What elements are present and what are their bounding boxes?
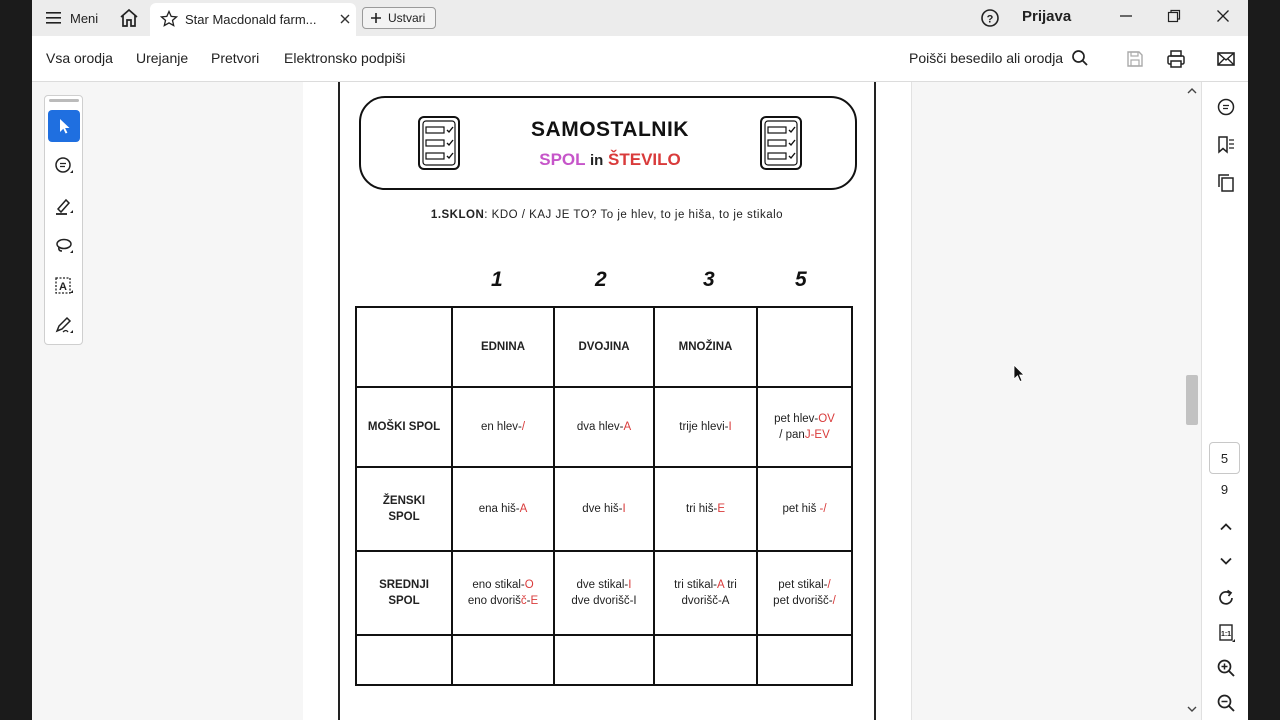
window-close-icon[interactable] (1215, 8, 1231, 24)
row-label: SPOL (388, 511, 420, 523)
table-cell (654, 467, 757, 551)
scroll-down-icon[interactable] (1186, 704, 1198, 714)
worksheet-title: SAMOSTALNIK (531, 118, 689, 141)
highlighter-icon (53, 195, 75, 217)
cell-text: tri stikal- (674, 579, 717, 591)
subtitle-in: in (589, 152, 604, 169)
table-row (356, 387, 852, 467)
row-label: SPOL (388, 595, 420, 607)
bookmark-icon[interactable] (1215, 134, 1237, 156)
table-cell (554, 635, 654, 685)
cell-text: J-EV (804, 429, 830, 441)
cell-text: I (622, 503, 626, 515)
highlight-tool[interactable] (48, 190, 80, 222)
help-icon[interactable] (980, 8, 1000, 28)
star-icon[interactable] (160, 10, 178, 28)
row-label: SREDNJI (379, 579, 429, 591)
cell-text: dvorišč-A (681, 595, 730, 607)
select-tool[interactable] (48, 110, 80, 142)
pdf-page (338, 82, 876, 720)
rotate-icon[interactable] (1215, 587, 1237, 609)
text-box-icon (53, 275, 75, 297)
cell-text: pet dvorišč- (773, 595, 833, 607)
cell-text: O (524, 579, 534, 591)
cell-text: pet stikal- (778, 579, 828, 591)
row-header (356, 467, 452, 551)
table-cell (757, 635, 852, 685)
table-cell (554, 551, 654, 635)
plus-icon (370, 12, 382, 24)
scroll-thumb[interactable] (1186, 375, 1198, 425)
table-corner-cell (356, 307, 452, 387)
quick-tools-panel (44, 95, 83, 345)
menu-button[interactable] (46, 8, 98, 28)
total-pages: 9 (1220, 482, 1229, 497)
panel-grip[interactable] (49, 99, 79, 102)
create-button[interactable] (362, 7, 436, 29)
number-heading: 3 (703, 268, 715, 291)
subtitle-stevilo: ŠTEVILO (608, 150, 681, 169)
table-cell (554, 387, 654, 467)
column-header (757, 307, 852, 387)
cell-text: I (628, 579, 632, 591)
comment-tool[interactable] (48, 150, 80, 182)
cell-text: eno dvoriš (467, 595, 521, 607)
minimize-icon[interactable] (1118, 8, 1134, 24)
table-header-row (356, 307, 852, 387)
cell-text: dve hiš- (582, 503, 623, 515)
sign-tool[interactable] (48, 310, 80, 342)
table-cell (654, 551, 757, 635)
text-select-tool[interactable] (48, 270, 80, 302)
cell-text: / (832, 595, 836, 607)
chevron-down-icon[interactable] (1215, 550, 1237, 572)
table-cell (452, 387, 554, 467)
number-heading: 5 (795, 268, 807, 291)
cell-text: E (717, 503, 725, 515)
cell-text: - (526, 595, 531, 607)
right-sidebar (1201, 82, 1248, 720)
pen-sign-icon (53, 315, 75, 337)
table-cell (356, 635, 452, 685)
lasso-icon (53, 235, 75, 257)
subtitle-spol: SPOL (539, 150, 586, 169)
current-page-field[interactable]: 5 (1209, 442, 1240, 474)
cell-text: A (623, 421, 632, 433)
cell-text: dva hlev- (576, 421, 624, 433)
cell-text: pet hlev- (774, 413, 819, 425)
scroll-up-icon[interactable] (1186, 86, 1198, 96)
zoom-out-icon[interactable] (1215, 692, 1237, 714)
left-desktop-edge (0, 0, 32, 720)
sklon-question: : KDO / KAJ JE TO? To je hlev, to je hiša, to je stikalo (484, 209, 784, 221)
tab-title: Star Macdonald farm... (185, 12, 317, 27)
table-cell (452, 467, 554, 551)
table-cell (554, 467, 654, 551)
menu-convert[interactable]: Pretvori (211, 50, 260, 66)
declension-table (355, 306, 853, 686)
pages-copy-icon[interactable] (1215, 172, 1237, 194)
right-desktop-edge (1248, 0, 1280, 720)
cell-text: OV (818, 413, 835, 425)
search-tools[interactable] (909, 49, 1089, 67)
table-cell (757, 551, 852, 635)
restore-icon[interactable] (1166, 8, 1182, 24)
worksheet-header (359, 96, 857, 190)
table-row-empty (356, 635, 852, 685)
menu-label: Meni (70, 10, 99, 26)
cell-text: dve stikal- (576, 579, 629, 591)
table-cell (654, 387, 757, 467)
menu-esign[interactable]: Elektronsko podpiši (284, 50, 406, 66)
canvas-background (911, 82, 1201, 720)
zoom-in-icon[interactable] (1215, 657, 1237, 679)
menu-all-tools[interactable]: Vsa orodja (46, 50, 113, 66)
table-cell (757, 467, 852, 551)
cell-text: / pan (779, 429, 805, 441)
number-heading: 2 (595, 268, 607, 291)
table-cell (757, 387, 852, 467)
close-icon[interactable] (336, 10, 354, 28)
cell-text: -/ (819, 503, 827, 515)
comment-icon (53, 155, 75, 177)
svg-text:?: ? (986, 13, 994, 26)
column-header: EDNINA (452, 307, 554, 387)
actual-size-icon[interactable] (1215, 622, 1237, 644)
table-row (356, 467, 852, 551)
mail-icon[interactable] (1215, 48, 1237, 70)
signin-button[interactable]: Prijava (1022, 8, 1072, 25)
cell-text: č (520, 595, 527, 607)
create-label: Ustvari (388, 11, 426, 25)
main-toolbar (32, 36, 1248, 82)
cell-text: / (827, 579, 831, 591)
cell-text: en hlev- (480, 421, 522, 433)
save-icon[interactable] (1124, 48, 1146, 70)
sklon-label: 1.SKLON (430, 209, 485, 221)
cursor-arrow-icon (55, 117, 73, 135)
row-label: ŽENSKI (382, 495, 426, 507)
vertical-scrollbar[interactable] (1184, 82, 1200, 720)
cell-text: tri hiš- (686, 503, 718, 515)
column-header: DVOJINA (554, 307, 654, 387)
table-row (356, 551, 852, 635)
column-header: MNOŽINA (654, 307, 757, 387)
document-view (303, 82, 911, 720)
print-icon[interactable] (1165, 48, 1187, 70)
svg-text:A: A (59, 281, 67, 293)
search-label: Poišči besedilo ali orodja (909, 50, 1064, 66)
svg-text:1:1: 1:1 (1220, 631, 1232, 638)
row-header (356, 387, 452, 467)
cell-text: pet hiš (782, 503, 820, 515)
row-label: MOŠKI SPOL (367, 421, 441, 433)
home-icon[interactable] (118, 7, 140, 29)
cell-text: dve dvorišč-I (571, 595, 637, 607)
cell-text: ena hiš- (478, 503, 520, 515)
cell-text: / (521, 421, 526, 433)
row-header (356, 551, 452, 635)
number-heading: 1 (491, 268, 503, 291)
hamburger-icon (46, 11, 62, 25)
table-cell (452, 635, 554, 685)
comment-list-icon[interactable] (1215, 96, 1237, 118)
pdf-viewer-window (32, 0, 1248, 720)
table-cell (452, 551, 554, 635)
cell-text: A (716, 579, 725, 591)
cell-text: E (530, 595, 539, 607)
table-cell (654, 635, 757, 685)
cell-text: tri (724, 579, 737, 591)
sklon-line (340, 209, 874, 221)
mouse-pointer-icon (1013, 364, 1027, 384)
chevron-up-icon[interactable] (1215, 516, 1237, 538)
cell-text: eno stikal- (472, 579, 525, 591)
title-bar (32, 0, 1248, 36)
cell-text: trije hlevi- (679, 421, 729, 433)
document-tab[interactable] (150, 3, 356, 36)
cell-text: I (728, 421, 732, 433)
menu-edit[interactable]: Urejanje (136, 50, 189, 66)
search-icon (1071, 49, 1089, 67)
cell-text: A (519, 503, 528, 515)
worksheet-subtitle (361, 150, 859, 170)
draw-tool[interactable] (48, 230, 80, 262)
